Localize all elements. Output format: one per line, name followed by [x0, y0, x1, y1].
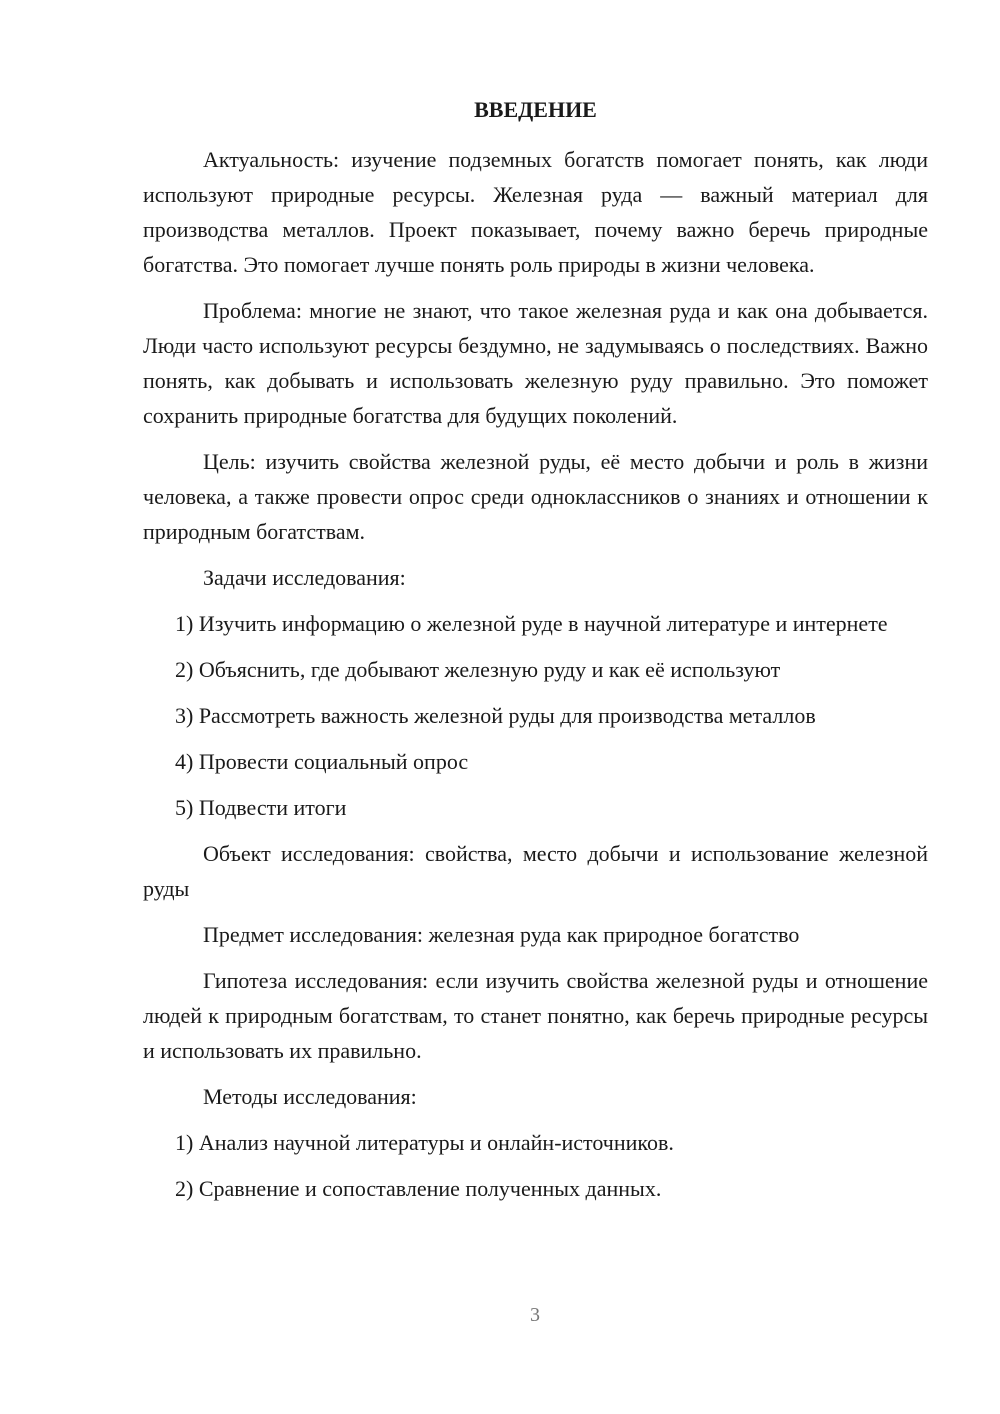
paragraph-hypothesis: Гипотеза исследования: если изучить свойства железной руды и отношение людей к природным богатствам, то станет понятно, как беречь природные ресурсы и использовать их правильно. — [143, 968, 928, 1063]
paragraph-problem: Проблема: многие не знают, что такое железная руда и как она добывается. Люди часто используют ресурсы бездумно, не задумываясь о последствиях. Важно понять, как добывать и использовать железную руду правильно. Это поможет сохранить природные богатства для будущих поколений. — [143, 298, 928, 428]
list-item: 2) Сравнение и сопоставление полученных данных. — [175, 1176, 662, 1201]
list-item: 3) Рассмотреть важность железной руды для производства металлов — [175, 703, 816, 728]
paragraph-tasks-heading: Задачи исследования: — [203, 565, 406, 590]
list-item: 4) Провести социальный опрос — [175, 749, 469, 774]
paragraph-goal: Цель: изучить свойства железной руды, её место добычи и роль в жизни человека, а также провести опрос среди одноклассников о знаниях и отношении к природным богатствам. — [143, 449, 928, 544]
page-number: 3 — [530, 1304, 540, 1326]
paragraph-object: Объект исследования: свойства, место добычи и использование железной руды — [143, 841, 928, 901]
list-item: 2) Объяснить, где добывают железную руду и как её используют — [175, 657, 781, 682]
list-item: 5) Подвести итоги — [175, 795, 347, 820]
paragraph-relevance: Актуальность: изучение подземных богатств помогает понять, как люди используют природные ресурсы. Железная руда — важный материал для производства металлов. Проект показывает, почему важно беречь природные богатства. Это помогает лучше понять роль природы в жизни человека. — [143, 147, 928, 277]
paragraph-subject: Предмет исследования: железная руда как природное богатство — [203, 922, 800, 947]
list-item: 1) Анализ научной литературы и онлайн-источников. — [175, 1130, 674, 1155]
list-item: 1) Изучить информацию о железной руде в научной литературе и интернете — [175, 611, 888, 636]
document-page — [143, 92, 928, 1217]
paragraph-methods-heading: Методы исследования: — [203, 1084, 417, 1109]
section-title: ВВЕДЕНИЕ — [474, 97, 597, 122]
